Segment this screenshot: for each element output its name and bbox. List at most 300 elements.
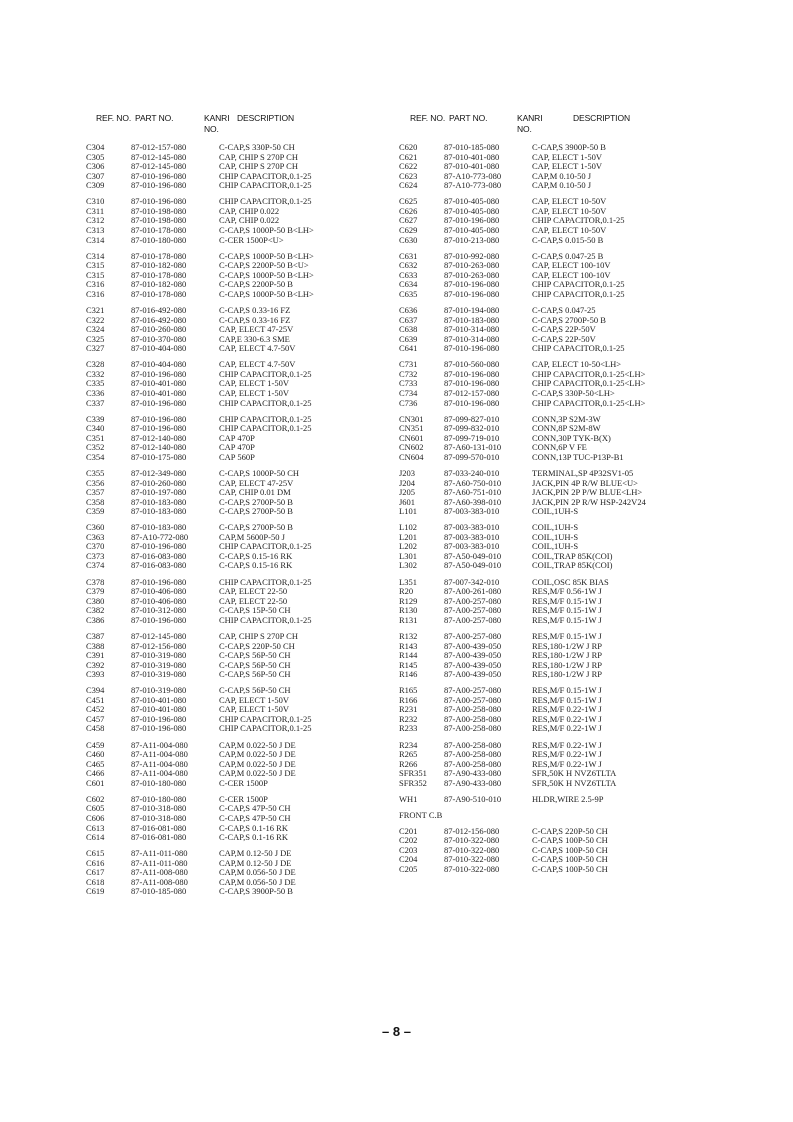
part-no-cell: 87-A50-049-010 [444,560,502,571]
ref-no-cell: SFR352 [399,777,427,788]
ref-no-cell: C201 [399,825,418,836]
parts-group [399,467,646,517]
part-no-cell: 87-010-314-080 [444,324,500,335]
ref-no-cell: C356 [86,477,105,488]
description-cell: C-CAP,S 56P-50 CH [219,669,291,680]
description-cell: C-CAP,S 47P-50 CH [219,813,291,824]
description-cell: CHIP CAPACITOR,0.1-25<LH> [532,397,646,408]
ref-no-cell: C379 [86,586,105,597]
description-cell: CAP, ELECT 1-50V [219,694,289,705]
part-no-cell: 87-010-180-080 [131,234,187,245]
part-no-cell: 87-010-405-080 [444,196,500,207]
part-no-cell: 87-010-263-080 [444,269,500,280]
ref-no-cell: C306 [86,161,105,172]
part-no-cell: 87-010-992-080 [444,250,500,261]
description-cell: C-CAP,S 1000P-50 B<LH> [219,269,314,280]
ref-no-cell: C635 [399,288,418,299]
description-cell: CAP, ELECT 22-50 [219,595,288,606]
part-no-cell: 87-010-196-080 [131,180,187,191]
ref-no-cell: L101 [399,506,417,517]
parts-group [399,413,624,463]
ref-no-cell: R132 [399,630,418,641]
parts-group [399,250,625,300]
part-no-cell: 87-003-383-010 [444,541,500,552]
ref-no-cell: C629 [399,224,418,235]
ref-no-cell: C315 [86,269,105,280]
table-row [399,560,613,571]
ref-no-cell: L202 [399,541,417,552]
description-cell: JACK,PIN 2P R/W HSP-242V24 [532,496,646,507]
ref-no-cell: C606 [86,813,105,824]
part-no-cell: 87-010-404-080 [131,343,187,354]
table-row [399,506,579,517]
ref-no-cell: C632 [399,260,418,271]
description-cell: C-CAP,S 1000P-50 B<LH> [219,224,314,235]
ref-no-cell: C373 [86,550,105,561]
ref-no-cell: C627 [399,215,418,226]
part-no-cell: 87-010-185-080 [131,886,187,897]
part-no-cell: 87-010-198-080 [131,205,187,216]
ref-no-cell: SFR351 [399,768,427,779]
table-row [399,863,608,875]
part-no-cell: 87-010-314-080 [444,333,500,344]
part-no-cell: 87-A00-257-080 [444,614,502,625]
parts-group [399,825,608,875]
part-no-cell: 87-099-827-010 [444,413,500,424]
ref-no-cell: CN601 [399,432,424,443]
part-no-cell: 87-016-492-080 [131,314,187,325]
parts-group [399,685,602,734]
ref-no-cell: C633 [399,269,418,280]
description-cell: RES,M/F 0.22-1W J [532,749,602,760]
part-no-cell: 87-A00-257-080 [444,685,502,696]
description-cell: RES,M/F 0.15-1W J [532,605,602,616]
description-cell: COIL,1UH-S [532,531,579,542]
ref-no-cell: C352 [86,442,105,453]
description-cell: C-CAP,S 56P-50 CH [219,659,291,670]
description-cell: C-CAP,S 47P-50 CH [219,803,291,814]
part-no-cell: 87-010-196-080 [444,378,500,389]
description-cell: C-CAP,S 100P-50 CH [532,844,608,855]
part-no-cell: 87-010-196-080 [444,397,500,408]
ref-no-cell: C615 [86,848,105,859]
part-no-cell: 87-010-178-080 [131,288,187,299]
description-cell: CAP,M 0.022-50 J DE [219,739,296,750]
description-cell: CAP, ELECT 100-10V [532,269,611,280]
part-no-cell: 87-012-156-080 [131,640,187,651]
part-no-cell: 87-A00-439-050 [444,640,502,651]
description-cell: CAP,M 0.12-50 J DE [219,857,292,868]
description-cell: RES,180-1/2W J RP [532,669,602,680]
part-no-cell: 87-010-405-080 [444,224,500,235]
ref-no-cell: J205 [399,487,416,498]
parts-group [399,739,617,789]
part-no-cell: 87-010-401-080 [444,161,500,172]
part-no-cell: 87-010-178-080 [131,269,187,280]
description-cell: CHIP CAPACITOR,0.1-25 [219,413,312,424]
ref-no-cell: L201 [399,531,417,542]
description-cell: CAP,M 0.056-50 J DE [219,867,296,878]
part-no-cell: 87-010-198-080 [131,215,187,226]
description-cell: C-CAP,S 2700P-50 B [219,506,293,517]
part-no-cell: 87-A11-011-080 [131,848,188,859]
description-cell: C-CAP,S 3900P-50 B [532,142,606,152]
part-no-cell: 87-010-196-080 [131,368,187,379]
description-cell: CAP, ELECT 22-50 [219,586,288,597]
description-cell: CHIP CAPACITOR,0.1-25 [219,196,312,207]
ref-no-cell: J601 [399,496,416,507]
part-no-cell: 87-099-832-010 [444,423,500,434]
description-cell: CAP, CHIP S 270P CH [219,161,298,172]
ref-no-cell: C315 [86,260,105,271]
table-row [399,723,602,734]
description-cell: CAP, ELECT 1-50V [219,378,289,389]
description-cell: RES,M/F 0.22-1W J [532,723,602,734]
description-cell: CAP 470P [219,432,255,443]
part-no-cell: 87-010-263-080 [444,260,500,271]
parts-group [399,576,609,626]
description-cell: C-CAP,S 0.1-16 RK [219,822,288,833]
part-no-cell: 87-010-319-080 [131,685,187,696]
ref-no-cell: C328 [86,359,105,370]
ref-no-cell: C357 [86,487,105,498]
ref-no-cell: C340 [86,423,105,434]
description-cell: RES,M/F 0.15-1W J [532,685,602,696]
description-cell: C-CAP,S 0.15-16 RK [219,550,293,561]
part-no-cell: 87-A90-433-080 [444,768,502,779]
header-ref-no: REF. NO. [96,113,132,123]
description-cell: C-CAP,S 0.047-25 [532,304,596,315]
ref-no-cell: C380 [86,595,105,606]
part-no-cell: 87-010-318-080 [131,813,187,824]
part-no-cell: 87-003-383-010 [444,506,500,517]
ref-no-cell: C386 [86,614,105,625]
description-cell: RES,180-1/2W J RP [532,650,602,661]
part-no-cell: 87-010-175-080 [131,451,187,462]
ref-no-cell: C393 [86,669,105,680]
ref-no-cell: C202 [399,835,418,846]
ref-no-cell: C316 [86,279,105,290]
ref-no-cell: C602 [86,793,105,804]
part-no-cell: 87-099-570-010 [444,451,500,462]
part-no-cell: 87-010-401-080 [131,694,187,705]
description-cell: C-CAP,S 220P-50 CH [219,640,295,651]
ref-no-cell: R234 [399,739,418,750]
part-no-cell: 87-A10-773-080 [444,170,502,181]
description-cell: C-CAP,S 1000P-50 B<LH> [219,288,314,299]
ref-no-cell: C618 [86,876,105,887]
description-cell: C-CAP,S 22P-50V [532,333,596,344]
part-no-cell: 87-A60-398-010 [444,496,502,507]
description-cell: C-CAP,S 0.33-16 FZ [219,304,291,315]
part-no-cell: 87-A90-433-080 [444,777,502,788]
header-kanri [204,113,229,135]
part-no-cell: 87-033-240-010 [444,467,500,478]
ref-no-cell: C625 [399,196,418,207]
part-no-cell: 87-010-196-080 [444,215,500,226]
description-cell: C-CAP,S 330P-50 CH [219,142,295,152]
description-cell: CAP, ELECT 100-10V [532,260,611,271]
ref-no-cell: C623 [399,170,418,181]
part-no-cell: 87-010-196-080 [444,279,500,290]
part-no-cell: 87-010-370-080 [131,333,187,344]
part-no-cell: 87-010-322-080 [444,854,500,865]
ref-no-cell: C638 [399,324,418,335]
ref-no-cell: C639 [399,333,418,344]
ref-no-cell: C621 [399,151,418,162]
part-no-cell: 87-010-183-080 [444,314,500,325]
ref-no-cell: C205 [399,863,418,874]
ref-no-cell: CN351 [399,423,424,434]
part-no-cell: 87-A60-131-010 [444,442,502,453]
part-no-cell: 87-A11-004-080 [131,749,188,760]
description-cell: CAP, ELECT 47-25V [219,477,294,488]
ref-no-cell: C307 [86,170,105,181]
description-cell: C-CAP,S 0.15-16 RK [219,560,293,571]
description-cell: CAP, CHIP 0.01 DM [219,487,291,498]
ref-no-cell: J203 [399,467,416,478]
part-no-cell: 87-A00-257-080 [444,630,502,641]
ref-no-cell: C460 [86,749,105,760]
description-cell: CHIP CAPACITOR,0.1-25 [219,713,312,724]
part-no-cell: 87-A00-258-080 [444,723,502,734]
header-kanri-line2: NO. [517,124,532,134]
part-no-cell: 87-010-401-080 [131,387,187,398]
header-description: DESCRIPTION [573,113,630,123]
ref-no-cell: C451 [86,694,105,705]
part-no-cell: 87-010-406-080 [131,586,187,597]
ref-no-cell: C392 [86,659,105,670]
description-cell: CONN,3P S2M-3W [532,413,601,424]
parts-group [399,142,606,191]
header-part-no: PART NO. [449,113,488,123]
ref-no-cell: C370 [86,541,105,552]
description-cell: RES,M/F 0.22-1W J [532,704,602,715]
description-cell: C-CAP,S 0.33-16 FZ [219,314,291,325]
part-no-cell: 87-010-560-080 [444,359,500,370]
part-no-cell: 87-012-140-080 [131,432,187,443]
ref-no-cell: C622 [399,161,418,172]
part-no-cell: 87-010-404-080 [131,359,187,370]
table-row [399,669,602,680]
ref-no-cell: C732 [399,368,418,379]
ref-no-cell: C382 [86,605,105,616]
part-no-cell: 87-A11-004-080 [131,768,188,779]
ref-no-cell: C636 [399,304,418,315]
ref-no-cell: C327 [86,343,105,354]
part-no-cell: 87-010-178-080 [131,224,187,235]
description-cell: C-CAP,S 2200P-50 B<U> [219,260,309,271]
part-no-cell: 87-010-322-080 [444,863,500,874]
description-cell: CAP,M 0.022-50 J DE [219,768,296,779]
ref-no-cell: C624 [399,180,418,191]
description-cell: C-CAP,S 56P-50 CH [219,685,291,696]
ref-no-cell: C355 [86,467,105,478]
part-no-cell: 87-A60-751-010 [444,487,502,498]
ref-no-cell: C316 [86,288,105,299]
description-cell: HLDR,WIRE 2.5-9P [532,793,604,804]
part-no-cell: 87-012-156-080 [444,825,500,836]
description-cell: C-CAP,S 100P-50 CH [532,863,608,874]
part-no-cell: 87-010-322-080 [444,835,500,846]
ref-no-cell: C204 [399,854,418,865]
part-no-cell: 87-010-194-080 [444,304,500,315]
ref-no-cell: C619 [86,886,105,897]
table-row [399,397,646,409]
description-cell: CAP, ELECT 1-50V [219,387,289,398]
part-no-cell: 87-A60-750-010 [444,477,502,488]
ref-no-cell: C312 [86,215,105,226]
header-kanri-line2: NO. [204,124,219,134]
description-cell: CHIP CAPACITOR,0.1-25 [532,215,625,226]
description-cell: CAP, CHIP 0.022 [219,205,280,216]
description-cell: C-CAP,S 22P-50V [532,324,596,335]
part-no-cell: 87-012-145-080 [131,151,187,162]
part-no-cell: 87-012-145-080 [131,161,187,172]
description-cell: CHIP CAPACITOR,0.1-25 [219,180,312,191]
description-cell: CAP, CHIP S 270P CH [219,630,298,641]
part-no-cell: 87-A00-439-050 [444,659,502,670]
ref-no-cell: C335 [86,378,105,389]
ref-no-cell: C736 [399,397,418,408]
description-cell: C-CAP,S 15P-50 CH [219,605,291,616]
ref-no-cell: R266 [399,758,418,769]
part-no-cell: 87-010-260-080 [131,477,187,488]
part-no-cell: 87-010-183-080 [131,506,187,517]
description-cell: C-CAP,S 1000P-50 B<LH> [219,250,314,261]
ref-no-cell: C304 [86,142,105,152]
part-no-cell: 87-012-157-080 [131,142,187,152]
part-no-cell: 87-010-196-080 [444,368,500,379]
part-no-cell: 87-010-405-080 [444,205,500,216]
ref-no-cell: C614 [86,832,105,843]
part-no-cell: 87-099-719-010 [444,432,500,443]
part-no-cell: 87-A00-258-080 [444,758,502,769]
ref-no-cell: R166 [399,694,418,705]
ref-no-cell: C309 [86,180,105,191]
ref-no-cell: R144 [399,650,418,661]
ref-no-cell: C457 [86,713,105,724]
ref-no-cell: C324 [86,324,105,335]
ref-no-cell: C459 [86,739,105,750]
description-cell: C-CAP,S 2700P-50 B [219,496,293,507]
description-cell: CAP,M 0.022-50 J DE [219,749,296,760]
description-cell: C-CER 1500P [219,777,268,788]
part-no-cell: 87-010-196-080 [131,614,187,625]
description-cell: CAP,M 5600P-50 J [219,531,285,542]
part-no-cell: 87-A11-004-080 [131,758,188,769]
description-cell: CAP 470P [219,442,255,453]
part-no-cell: 87-016-083-080 [131,560,187,571]
description-cell: C-CAP,S 3900P-50 B [219,886,293,897]
header-kanri-line1: KANRI [204,113,230,123]
description-cell: C-CER 1500P [219,793,268,804]
part-no-cell: 87-010-182-080 [131,279,187,290]
description-cell: COIL,1UH-S [532,506,579,517]
parts-group [399,793,604,805]
ref-no-cell: C637 [399,314,418,325]
ref-no-cell: L301 [399,550,417,561]
description-cell: CAP,M 0.12-50 J DE [219,848,292,859]
description-cell: C-CAP,S 100P-50 CH [532,854,608,865]
description-cell: CHIP CAPACITOR,0.1-25 [219,614,312,625]
ref-no-cell: WH1 [399,793,418,804]
description-cell: CAP,M 0.10-50 J [532,170,592,181]
ref-no-cell: C388 [86,640,105,651]
part-no-cell: 87-010-196-080 [444,288,500,299]
part-no-cell: 87-010-196-080 [131,541,187,552]
ref-no-cell: R231 [399,704,418,715]
description-cell: COIL,OSC 85K BIAS [532,576,609,587]
part-no-cell: 87-016-081-080 [131,832,187,843]
description-cell: CAP, ELECT 10-50V [532,224,607,235]
ref-no-cell: C734 [399,387,418,398]
description-cell: CAP,M 0.022-50 J DE [219,758,296,769]
part-no-cell: 87-010-180-080 [131,777,187,788]
description-cell: CAP, ELECT 1-50V [532,161,602,172]
part-no-cell: 87-A00-258-080 [444,749,502,760]
ref-no-cell: C336 [86,387,105,398]
ref-no-cell: C363 [86,531,105,542]
description-cell: COIL,TRAP 85K(COI) [532,560,613,571]
ref-no-cell: L102 [399,522,417,533]
description-cell: SFR,50K H NVZ6TLTA [532,768,617,779]
ref-no-cell: C387 [86,630,105,641]
description-cell: CHIP CAPACITOR,0.1-25 [219,423,312,434]
part-no-cell: 87-010-319-080 [131,669,187,680]
description-cell: C-CAP,S 2700P-50 B [219,522,293,533]
part-no-cell: 87-010-322-080 [444,844,500,855]
table-row [399,793,604,805]
description-cell: C-CAP,S 0.047-25 B [532,250,604,261]
part-no-cell: 87-A00-258-080 [444,739,502,750]
part-no-cell: 87-010-196-080 [131,170,187,181]
description-cell: CAP, CHIP 0.022 [219,215,280,226]
description-cell: CHIP CAPACITOR,0.1-25 [219,576,312,587]
description-cell: CHIP CAPACITOR,0.1-25 [219,541,312,552]
parts-group [399,522,613,571]
ref-no-cell: R20 [399,586,414,597]
description-cell: CAP,M 0.10-50 J [532,180,592,191]
ref-no-cell: C310 [86,196,105,207]
description-cell: SFR,50K H NVZ6TLTA [532,777,617,788]
part-no-cell: 87-010-401-080 [444,151,500,162]
part-no-cell: 87-007-342-010 [444,576,500,587]
description-cell: RES,M/F 0.15-1W J [532,614,602,625]
ref-no-cell: C634 [399,279,418,290]
ref-no-cell: R265 [399,749,418,760]
description-cell: CAP, ELECT 47-25V [219,324,294,335]
description-cell: C-CER 1500P<U> [219,234,284,245]
part-no-cell: 87-A11-011-080 [131,857,188,868]
page-number: – 8 – [382,1024,411,1039]
table-row [399,777,617,789]
ref-no-cell: C313 [86,224,105,235]
ref-no-cell: CN602 [399,442,424,453]
parts-group [399,304,625,354]
part-no-cell: 87-010-319-080 [131,650,187,661]
ref-no-cell: R233 [399,723,418,734]
description-cell: CHIP CAPACITOR,0.1-25 [532,343,625,354]
description-cell: COIL,1UH-S [532,522,579,533]
part-no-cell: 87-A00-261-080 [444,586,502,597]
description-cell: CONN,30P TYK-B(X) [532,432,611,443]
description-cell: CAP, ELECT 10-50V [532,205,607,216]
ref-no-cell: C391 [86,650,105,661]
part-no-cell: 87-010-196-080 [131,423,187,434]
part-no-cell: 87-010-319-080 [131,659,187,670]
header-part-no: PART NO. [135,113,174,123]
